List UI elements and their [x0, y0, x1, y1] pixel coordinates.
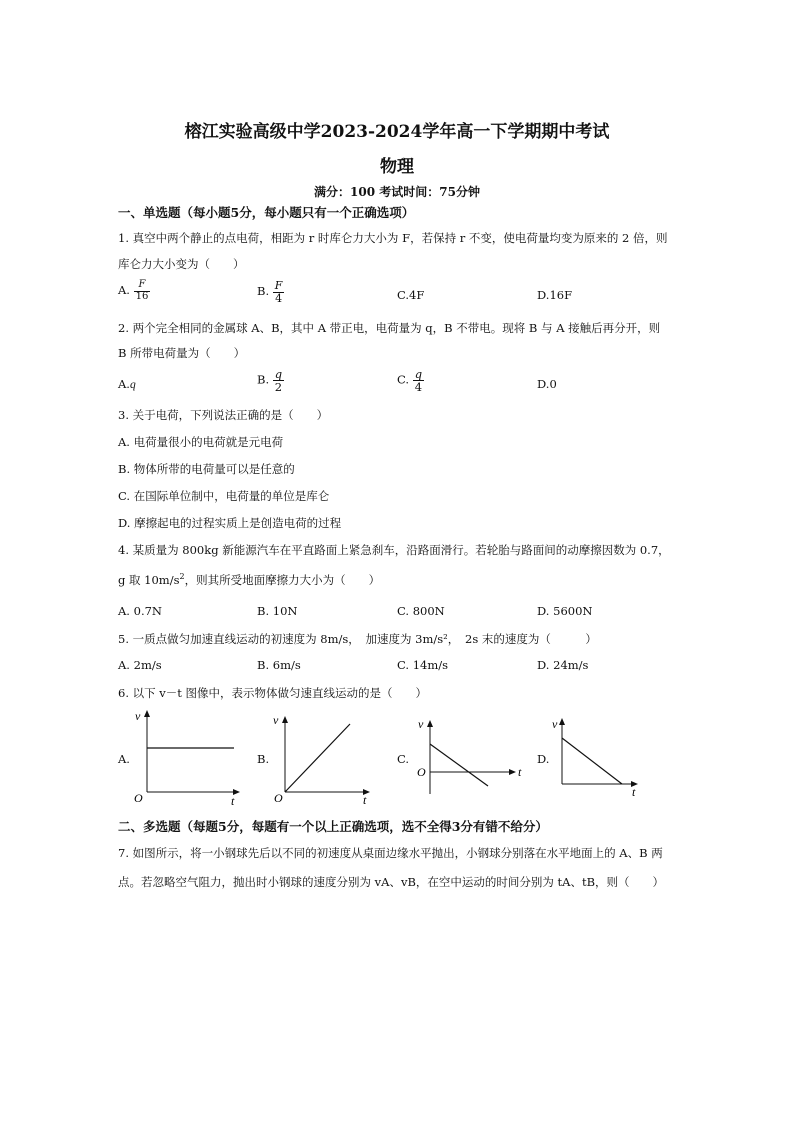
graph-a-label: A. — [118, 752, 130, 766]
graph-c — [412, 716, 532, 796]
exam-title: 榕江实验高级中学2023-2024学年高一下学期期中考试 — [184, 122, 610, 142]
q2-option-b: B. $\frac{q}{2}$ — [257, 367, 283, 395]
q1-line1: 1. 真空中两个静止的点电荷，相距为 r 时库仑力大小为 F，若保持 r 不变，使电荷量均变为原来的 2 倍，则 — [118, 231, 668, 245]
svg-text:v: v — [273, 713, 279, 727]
section1-heading: 一、单选题（每小题5分，每小题只有一个正确选项） — [118, 205, 415, 220]
svg-text:t: t — [632, 785, 636, 798]
q3-option-d: D. 摩擦起电的过程实质上是创造电荷的过程 — [118, 516, 342, 530]
q1-option-c: C.4F — [397, 288, 425, 302]
q1-line2: 库仑力大小变为（ ） — [118, 257, 245, 271]
fraction: $\frac{F}{16}$ — [135, 279, 149, 302]
exam-meta: 满分：100 考试时间：75分钟 — [314, 185, 480, 199]
q7-line1: 7. 如图所示，将一小钢球先后以不同的初速度从桌面边缘水平抛出，小钢球分别落在水平地面上的 A、B 两 — [118, 846, 663, 860]
axis-t-label: t — [231, 794, 235, 806]
q3-line1: 3. 关于电荷，下列说法正确的是（ ） — [118, 408, 329, 422]
graph-b — [270, 712, 380, 808]
svg-text:O: O — [417, 765, 426, 779]
q2-option-a: A.q — [118, 377, 136, 391]
q2-line1: 2. 两个完全相同的金属球 A、B，其中 A 带正电，电荷量为 q，B 不带电。现将 B 与 A 接触后再分开，则 — [118, 321, 661, 335]
q2-option-c: C. $\frac{q}{4}$ — [397, 367, 423, 395]
fraction: $\frac{q}{4}$ — [414, 367, 423, 395]
svg-text:t: t — [518, 765, 522, 779]
svg-text:v: v — [552, 717, 558, 731]
q3-option-b: B. 物体所带的电荷量可以是任意的 — [118, 462, 295, 476]
svg-text:O: O — [274, 791, 283, 805]
q4-option-a: A. 0.7N — [118, 604, 162, 618]
q3-option-c: C. 在国际单位制中，电荷量的单位是库仑 — [118, 489, 330, 503]
q1-option-b: B. $\frac{F}{4}$ — [257, 279, 283, 305]
svg-text:v: v — [418, 717, 424, 731]
q2-option-d: D.0 — [537, 377, 557, 391]
q1-option-a: A. $\frac{F}{16}$ — [118, 279, 149, 302]
section2-heading: 二、多选题（每题5分，每题有一个以上正确选项，选不全得3分有错不给分） — [118, 819, 548, 834]
q4-option-c: C. 800N — [397, 604, 445, 618]
q6-line1: 6. 以下 v－t 图像中，表示物体做匀速直线运动的是（ ） — [118, 686, 428, 700]
q4-line2: g 取 $10m/s^2$，则其所受地面摩擦力大小为（ ） — [118, 572, 381, 587]
graph-d-label: D. — [537, 752, 550, 766]
q2-line2: B 所带电荷量为（ ） — [118, 346, 246, 360]
subject-title: 物理 — [380, 157, 414, 177]
q4-line1: 4. 某质量为 800kg 新能源汽车在平直路面上紧急刹车，沿路面滑行。若轮胎与路面间的动摩擦因数为 0.7， — [118, 543, 670, 557]
axis-origin-label: O — [134, 791, 143, 805]
q4-option-b: B. 10N — [257, 604, 298, 618]
fraction: $\frac{q}{2}$ — [274, 367, 283, 395]
svg-text:t: t — [363, 793, 367, 807]
graph-b-label: B. — [257, 752, 270, 766]
q7-line2: 点。若忽略空气阻力，抛出时小钢球的速度分别为 vA、vB，在空中运动的时间分别为 tA、tB，则（ ） — [118, 875, 665, 889]
q5-option-a: A. 2m/s — [118, 658, 162, 672]
q5-option-c: C. 14m/s — [397, 658, 449, 672]
q3-option-a: A. 电荷量很小的电荷就是元电荷 — [118, 435, 284, 449]
graph-a — [130, 706, 245, 806]
graph-d — [552, 714, 652, 798]
q5-line1: 5. 一质点做匀加速直线运动的初速度为 8m/s， 加速度为 3m/s²， 2s 末的速度为（ ） — [118, 632, 597, 646]
graph-c-label: C. — [397, 752, 410, 766]
q5-option-d: D. 24m/s — [537, 658, 589, 672]
fraction: $\frac{F}{4}$ — [274, 279, 283, 305]
axis-v-label: v — [135, 709, 141, 723]
q4-option-d: D. 5600N — [537, 604, 593, 618]
q1-option-d: D.16F — [537, 288, 573, 302]
q5-option-b: B. 6m/s — [257, 658, 301, 672]
